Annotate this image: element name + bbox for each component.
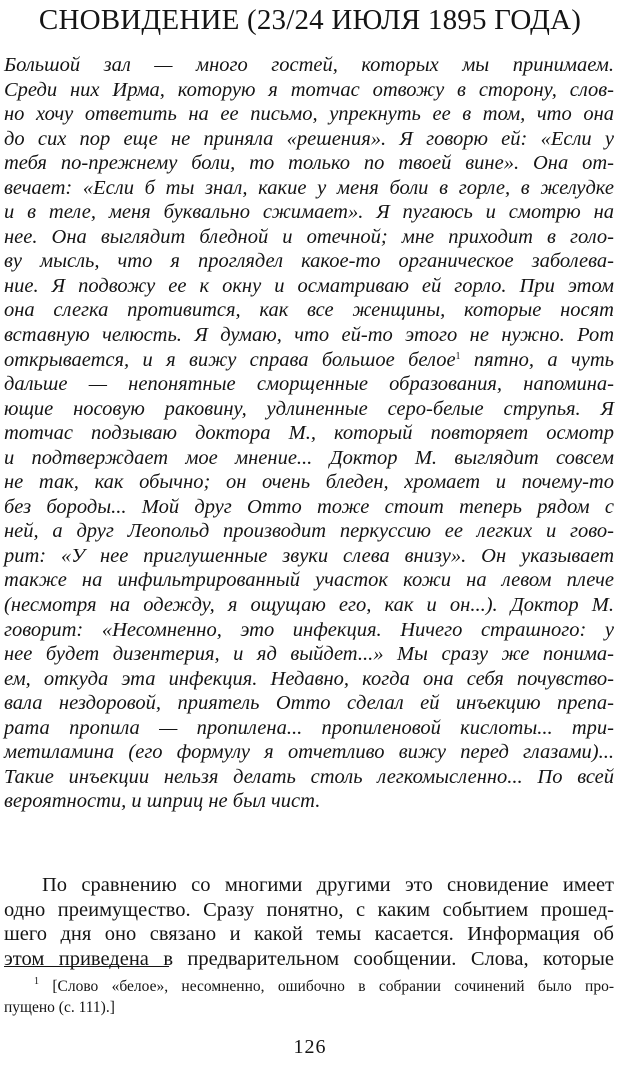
dream-line: (несмотря на одежду, я ощущаю его, как и он...). Доктор М. — [4, 594, 614, 617]
body-line: этом приведена в предварительном сообщении. Слова, которые — [4, 947, 614, 970]
dream-line-with-footnote — [4, 348, 614, 373]
dream-line: Такие инъекции нельзя делать столь легкомысленно... По всей — [4, 765, 614, 788]
page-number: 126 — [293, 1036, 327, 1058]
dream-line: ние. Я подвожу ее к окну и осматриваю ей горло. При этом — [4, 274, 614, 297]
chapter-heading: СНОВИДЕНИЕ (23/24 ИЮЛЯ 1895 ГОДА) — [38, 4, 582, 36]
dream-line: нее. Она выглядит бледной и отечной; мне приходит в голо- — [4, 225, 614, 248]
dream-line: ней, а друг Леопольд производит перкуссию ее легких и гово- — [4, 520, 614, 543]
dream-line: и в теле, меня буквально сжимает». Я пугаюсь и смотрю на — [4, 201, 614, 224]
dream-line: рата пропила — пропилена... пропиленовой кислоты... три- — [4, 716, 614, 739]
dream-line: говорит: «Несомненно, это инфекция. Ничего страшного: у — [4, 618, 614, 641]
dream-line: вала нездоровой, приятель Отто сделал ей инъекцию препа- — [4, 692, 614, 715]
dream-line: не так, как обычно; он очень бледен, хромает и почему-то — [4, 471, 614, 494]
dream-line: вставную челюсть. Я думаю, что ей-то этого не нужно. Рот — [4, 324, 614, 347]
body-line: шего дня оно связано и какой темы касается. Информация об — [4, 923, 614, 946]
dream-line-part: пятно, а чуть — [473, 348, 615, 371]
footnote-text: [Слово «белое», несомненно, ошибочно в собрании сочинений было про- — [52, 978, 614, 995]
footnote-reference: 1 — [455, 350, 461, 362]
dream-line: метиламина (его формулу я отчетливо вижу перед глазами)... — [4, 741, 614, 764]
dream-line: тебя по-прежнему боли, то только по твоей вине». Она от- — [4, 152, 614, 175]
dream-line: Среди них Ирма, которую я тотчас отвожу в сторону, слов- — [4, 78, 614, 101]
commentary-paragraph — [4, 873, 614, 971]
dream-line: также на инфильтрированный участок кожи на левом плече — [4, 569, 614, 592]
dream-line: без бороды... Мой друг Отто тоже стоит теперь рядом с — [4, 495, 614, 518]
dream-line: ву мысль, что я проглядел какое-то органическое заболева- — [4, 250, 614, 273]
dream-line: она слегка противится, как все женщины, которые носят — [4, 299, 614, 322]
dream-text — [4, 53, 614, 814]
body-line: По сравнению со многими другими это сновидение имеет — [42, 874, 614, 896]
footnote — [4, 976, 614, 1018]
dream-line: вечает: «Если б ты знал, какие у меня боли в горле, в желудке — [4, 176, 614, 199]
dream-line-last: вероятности, и шприц не был чист. — [4, 790, 321, 813]
footnote-marker: 1 — [34, 976, 39, 987]
body-line: одно преимущество. Сразу понятно, с каким событием прошед- — [4, 898, 614, 921]
dream-line: нее будет дизентерия, и яд выйдет...» Мы сразу же понима- — [4, 643, 614, 666]
footnote-divider — [4, 966, 169, 967]
dream-line: рит: «У нее приглушенные звуки слева внизу». Он указывает — [4, 544, 614, 567]
dream-line: ющие носовую раковину, удлиненные серо-белые струпья. Я — [4, 397, 614, 420]
dream-line: дальше — непонятные сморщенные образования, напомина- — [4, 373, 614, 396]
dream-line: тотчас подзываю доктора М., который повторяет осмотр — [4, 422, 614, 445]
dream-line: и подтверждает мое мнение... Доктор М. выглядит совсем — [4, 446, 614, 469]
dream-line: ем, откуда эта инфекция. Недавно, когда она себя почувство- — [4, 667, 614, 690]
dream-line-part: открывается, и я вижу справа большое белое — [4, 348, 456, 371]
footnote-line — [4, 976, 614, 997]
dream-line: Большой зал — много гостей, которых мы принимаем. — [4, 54, 614, 76]
footnote-line: пущено (с. 111).] — [4, 999, 115, 1016]
dream-line: до сих пор еще не приняла «решения». Я говорю ей: «Если у — [4, 127, 614, 150]
dream-line: но хочу ответить на ее письмо, упрекнуть ее в том, что она — [4, 103, 614, 126]
